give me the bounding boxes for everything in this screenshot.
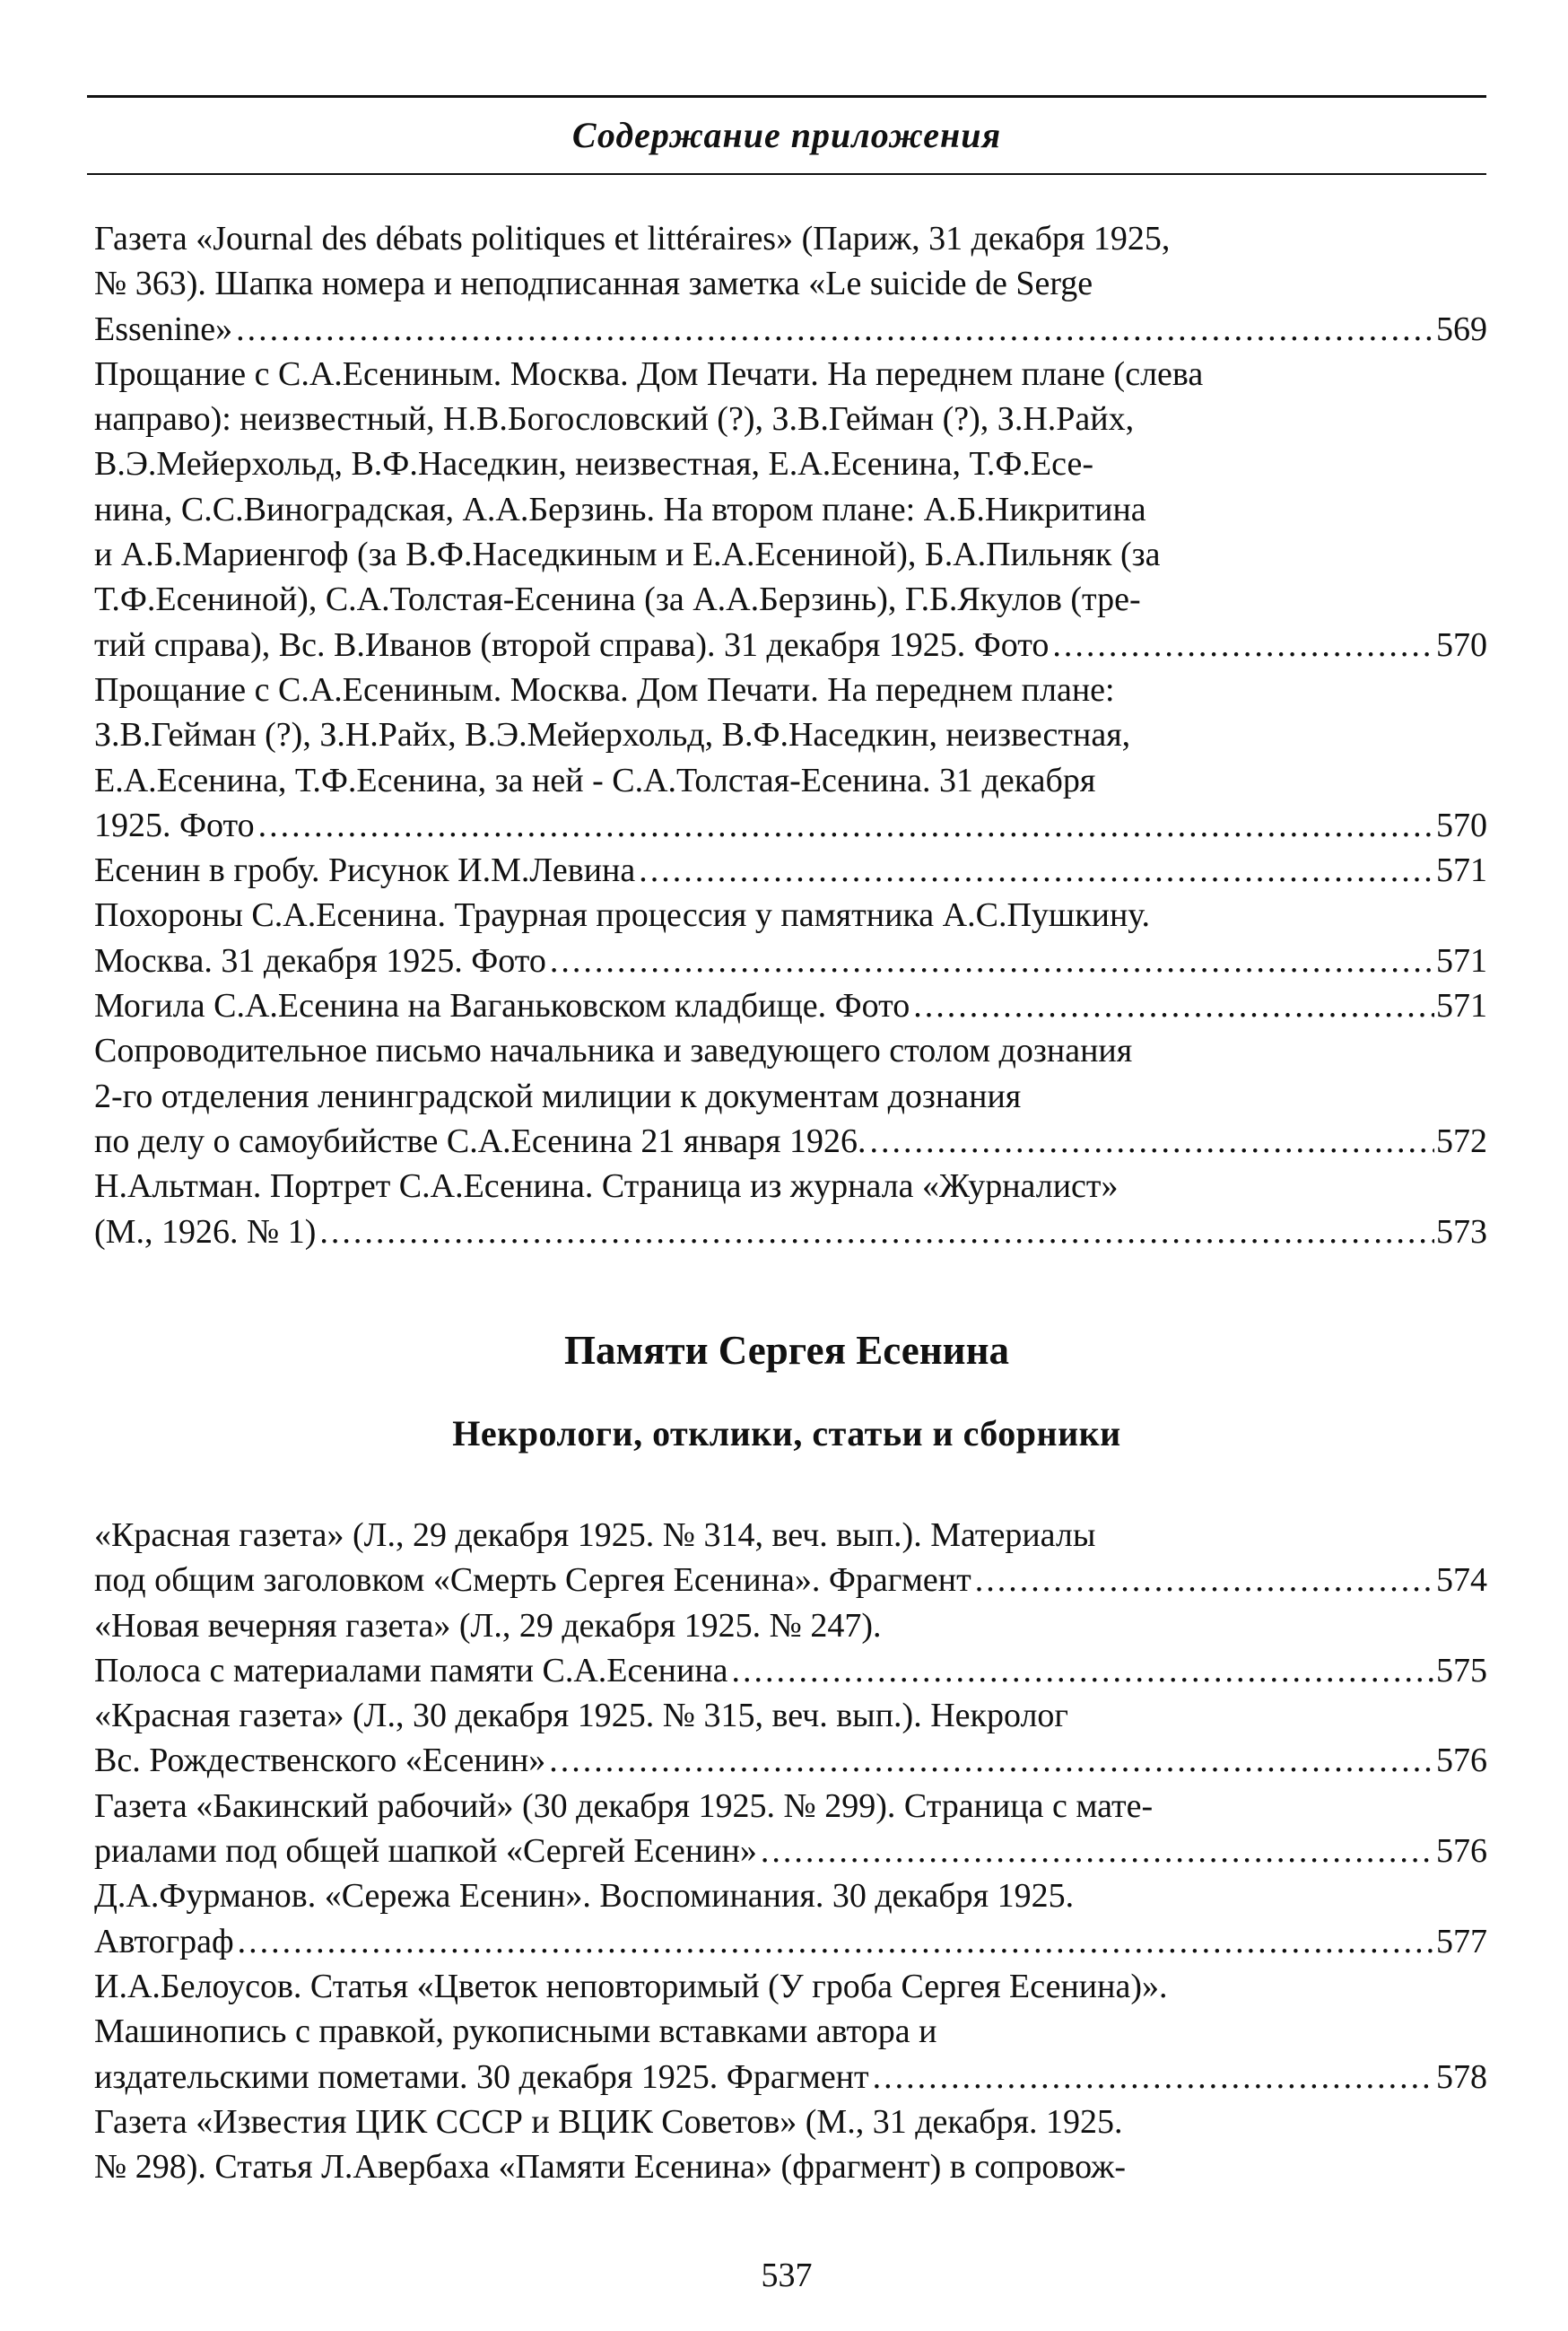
toc-entry-line: № 363). Шапка номера и неподписанная заметка «Le suicide de Serge — [94, 265, 1093, 303]
toc-entry-text: (М., 1926. № 1) — [94, 1212, 317, 1251]
toc-entry-last-line — [94, 623, 1487, 668]
toc-entry-line: нина, С.С.Виноградская, А.А.Берзинь. На втором плане: А.Б.Никритина — [94, 490, 1146, 528]
toc-entry-last-line — [94, 803, 1487, 848]
header-bottom-rule — [87, 173, 1486, 175]
dot-leader — [975, 1558, 1434, 1602]
toc-entry-last-line — [94, 2055, 1487, 2100]
toc-entry-line: Прощание с С.А.Есениным. Москва. Дом Печати. На переднем плане: — [94, 670, 1115, 709]
toc-entry-page-number: 570 — [1436, 806, 1487, 844]
toc-entry-last-line — [94, 1209, 1487, 1254]
toc-entry-text: издательскими пометами. 30 декабря 1925. Фрагмент — [94, 2057, 869, 2096]
toc-entry-line: направо): неизвестный, Н.В.Богословский (?), З.В.Гейман (?), З.Н.Райх, — [94, 400, 1135, 439]
toc-entry-line: и А.Б.Мариенгоф (за В.Ф.Наседкиным и Е.А.Есениной), Б.А.Пильняк (за — [94, 536, 1161, 574]
toc-entry-last-line — [94, 307, 1487, 352]
dot-leader — [258, 803, 1434, 848]
toc-entry-page-number: 571 — [1436, 851, 1487, 890]
toc-entry-line: Прощание с С.А.Есениным. Москва. Дом Печати. На переднем плане (слева — [94, 354, 1204, 393]
header-top-rule — [87, 95, 1486, 98]
toc-entry-last-line — [94, 848, 1487, 893]
toc-entry — [94, 983, 1487, 1028]
toc-entry-page-number: 572 — [1436, 1122, 1487, 1160]
toc-entry-line: Т.Ф.Есениной), С.А.Толстая-Есенина (за А.А.Берзинь), Г.Б.Якулов (тре- — [94, 581, 1141, 619]
toc-entry — [94, 1028, 1487, 1164]
section-title: Памяти Сергея Есенина — [563, 1328, 1010, 1373]
toc-entry-line: Машинопись с правкой, рукописными вставками автора и — [94, 2012, 937, 2051]
toc-entry-last-line — [94, 939, 1487, 983]
toc-entry-text: тий справа), Вс. В.Иванов (второй справа). 31 декабря 1925. Фото — [94, 625, 1050, 664]
dot-leader — [913, 983, 1434, 1028]
toc-entry-last-line — [94, 1648, 1487, 1693]
toc-entry-line: Н.Альтман. Портрет С.А.Есенина. Страница из журнала «Журналист» — [94, 1167, 1119, 1206]
toc-entry-line: Газета «Бакинский рабочий» (30 декабря 1925. № 299). Страница с мате- — [94, 1786, 1154, 1825]
toc-entry — [94, 2100, 1487, 2190]
dot-leader — [873, 2055, 1434, 2100]
toc-entry-text: Полоса с материалами памяти С.А.Есенина — [94, 1651, 728, 1689]
toc-list-obituaries — [94, 1513, 1487, 2189]
toc-entry-page-number: 569 — [1436, 310, 1487, 348]
toc-entry — [94, 1964, 1487, 2100]
toc-entry-page-number: 576 — [1436, 1742, 1487, 1780]
toc-entry-line: Д.А.Фурманов. «Сережа Есенин». Воспоминания. 30 декабря 1925. — [94, 1877, 1075, 1916]
running-header: Содержание приложения — [571, 115, 1002, 155]
toc-entry-line: И.А.Белоусов. Статья «Цветок неповторимый (У гроба Сергея Есенина)». — [94, 1967, 1168, 2005]
dot-leader — [319, 1209, 1434, 1254]
dot-leader — [639, 848, 1434, 893]
toc-entry-line: Похороны С.А.Есенина. Траурная процессия у памятника А.С.Пушкину. — [94, 896, 1150, 935]
toc-entry-line: Газета «Известия ЦИК СССР и ВЦИК Советов» (М., 31 декабря. 1925. — [94, 2102, 1123, 2141]
toc-entry-line: № 298). Статья Л.Авербаха «Памяти Есенина» (фрагмент) в сопровож- — [94, 2148, 1127, 2187]
toc-entry-line: В.Э.Мейерхольд, В.Ф.Наседкин, неизвестная, Е.А.Есенина, Т.Ф.Есе- — [94, 445, 1093, 484]
toc-entry-page-number: 576 — [1436, 1832, 1487, 1871]
toc-entry-page-number: 574 — [1436, 1561, 1487, 1600]
toc-entry-text: Москва. 31 декабря 1925. Фото — [94, 941, 546, 980]
toc-entry — [94, 1693, 1487, 1784]
toc-entry-text: Могила С.А.Есенина на Ваганьковском кладбище. Фото — [94, 987, 910, 1026]
toc-entry — [94, 352, 1487, 668]
toc-entry-line: Е.А.Есенина, Т.Ф.Есенина, за ней - С.А.Толстая-Есенина. 31 декабря — [94, 761, 1096, 799]
toc-list-illustrations — [94, 216, 1487, 1254]
dot-leader — [1052, 623, 1434, 668]
toc-entry-last-line — [94, 983, 1487, 1028]
dot-leader — [732, 1648, 1434, 1693]
toc-entry-text: 1925. Фото — [94, 806, 255, 844]
toc-entry — [94, 1164, 1487, 1254]
dot-leader — [761, 1829, 1434, 1873]
toc-entry-page-number: 578 — [1436, 2057, 1487, 2096]
toc-entry-page-number: 571 — [1436, 941, 1487, 980]
toc-entry — [94, 1513, 1487, 1603]
toc-entry-last-line — [94, 1558, 1487, 1602]
toc-entry-line: «Красная газета» (Л., 30 декабря 1925. № 315, веч. вып.). Некролог — [94, 1697, 1069, 1735]
toc-entry-text: под общим заголовком «Смерть Сергея Есенина». Фрагмент — [94, 1561, 971, 1600]
toc-entry-text: Essenine» — [94, 310, 233, 348]
toc-entry-line: «Новая вечерняя газета» (Л., 29 декабря 1925. № 247). — [94, 1606, 882, 1645]
toc-entry-line: 2-го отделения ленинградской милиции к документам дознания — [94, 1077, 1022, 1115]
dot-leader — [238, 1919, 1434, 1964]
toc-entry-last-line — [94, 1829, 1487, 1873]
dot-leader — [550, 939, 1434, 983]
toc-entry-text: по делу о самоубийстве С.А.Есенина 21 января 1926. — [94, 1122, 867, 1160]
toc-entry — [94, 1603, 1487, 1694]
toc-entry-text: Вс. Рождественского «Есенин» — [94, 1742, 546, 1780]
toc-entry — [94, 1873, 1487, 1964]
toc-entry-text: Есенин в гробу. Рисунок И.М.Левина — [94, 851, 636, 890]
toc-entry-page-number: 570 — [1436, 625, 1487, 664]
page-number: 537 — [761, 2257, 813, 2294]
toc-entry-last-line — [94, 1119, 1487, 1164]
section-subtitle: Некрологи, отклики, статьи и сборники — [452, 1413, 1121, 1454]
toc-entry-text: риалами под общей шапкой «Сергей Есенин» — [94, 1832, 757, 1871]
toc-entry — [94, 893, 1487, 983]
toc-entry-page-number: 577 — [1436, 1922, 1487, 1960]
toc-entry-page-number: 571 — [1436, 987, 1487, 1026]
toc-entry-line: З.В.Гейман (?), З.Н.Райх, В.Э.Мейерхольд, В.Ф.Наседкин, неизвестная, — [94, 716, 1131, 755]
toc-entry-last-line — [94, 1919, 1487, 1964]
dot-leader — [870, 1119, 1434, 1164]
toc-entry — [94, 216, 1487, 352]
toc-entry — [94, 1784, 1487, 1874]
toc-entry-last-line — [94, 1738, 1487, 1783]
toc-entry-line: «Красная газета» (Л., 29 декабря 1925. № 314, веч. вып.). Материалы — [94, 1516, 1096, 1554]
toc-entry-page-number: 575 — [1436, 1651, 1487, 1689]
toc-entry-line: Сопроводительное письмо начальника и заведующего столом дознания — [94, 1032, 1133, 1070]
toc-entry — [94, 848, 1487, 893]
toc-entry-line: Газета «Journal des débats politiques et littéraires» (Париж, 31 декабря 1925, — [94, 220, 1171, 258]
dot-leader — [236, 307, 1434, 352]
toc-entry-page-number: 573 — [1436, 1212, 1487, 1251]
toc-entry — [94, 668, 1487, 848]
dot-leader — [549, 1738, 1434, 1783]
toc-entry-text: Автограф — [94, 1922, 234, 1960]
